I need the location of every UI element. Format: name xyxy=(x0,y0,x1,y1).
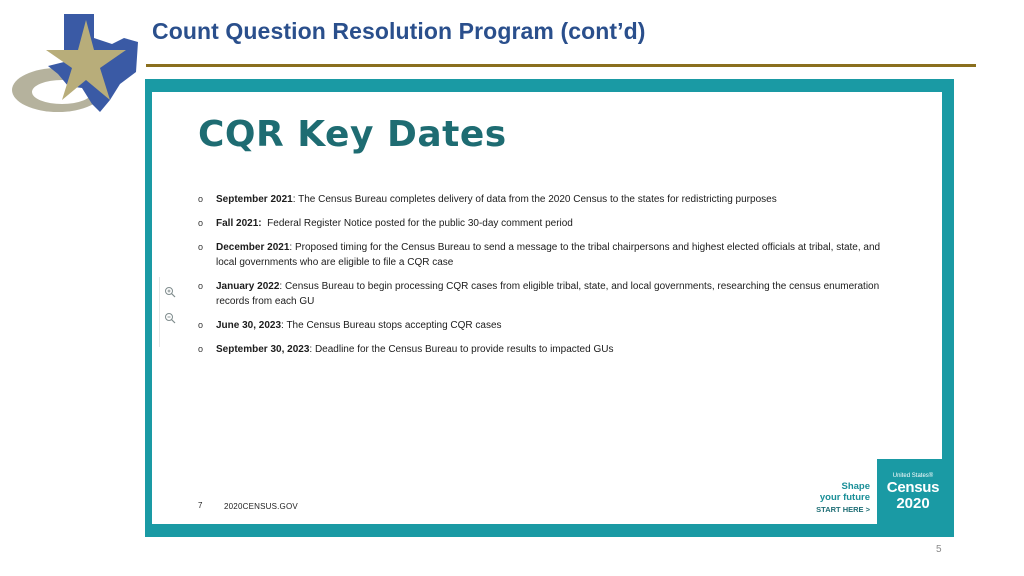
date-description: Federal Register Notice posted for the public 30-day comment period xyxy=(267,218,573,229)
census-2020-logo: United States® Census 2020 xyxy=(877,459,949,536)
zoom-out-icon[interactable] xyxy=(162,312,178,328)
slide-number: 5 xyxy=(936,544,942,555)
census-site-link[interactable]: 2020CENSUS.GOV xyxy=(224,502,298,511)
start-here-link[interactable]: START HERE > xyxy=(816,505,870,514)
list-item: o September 30, 2023: Deadline for the Census Bureau to provide results to impacted GUs xyxy=(198,344,614,355)
list-item: o September 2021: The Census Bureau completes delivery of data from the 2020 Census to the states for redistricting purposes xyxy=(198,194,777,205)
date-description: Census Bureau to begin processing CQR cases from eligible tribal, state, and local governments, researching the census enumeration records from each GU xyxy=(216,281,880,307)
bullet-icon: o xyxy=(198,320,204,330)
zoom-in-icon[interactable] xyxy=(162,286,178,302)
bullet-icon: o xyxy=(198,218,204,228)
date-label: December 2021 xyxy=(216,242,290,253)
cqr-heading: CQR Key Dates xyxy=(198,114,507,155)
embedded-page-number: 7 xyxy=(198,501,203,510)
bullet-icon: o xyxy=(198,194,204,204)
list-item xyxy=(198,216,903,231)
page-title: Count Question Resolution Program (cont’d) xyxy=(152,18,646,44)
list-item: o January 2022: Census Bureau to begin processing CQR cases from eligible tribal, state, and local governments, researching the census enumeration records from each GU xyxy=(198,281,880,307)
bullet-icon: o xyxy=(198,242,204,252)
title-divider xyxy=(146,64,976,67)
date-label: Fall 2021: xyxy=(216,218,262,229)
key-dates-list xyxy=(198,192,903,366)
date-description: Deadline for the Census Bureau to provide results to impacted GUs xyxy=(314,344,614,355)
date-description: The Census Bureau completes delivery of data from the 2020 Census to the states for redistricting purposes xyxy=(298,194,777,205)
list-item: o December 2021: Proposed timing for the Census Bureau to send a message to the tribal chairpersons and highest elected officials at tribal, state, and local governments who are eligible to file a CQR case xyxy=(198,242,881,268)
embedded-slide xyxy=(152,92,942,524)
date-description: Proposed timing for the Census Bureau to send a message to the tribal chairpersons and highest elected officials at tribal, state, and local governments who are eligible to file a CQR case xyxy=(216,242,881,268)
date-label: January 2022 xyxy=(216,281,280,292)
date-label: June 30, 2023 xyxy=(216,320,282,331)
date-label: September 2021 xyxy=(216,194,293,205)
bullet-icon: o xyxy=(198,281,204,291)
date-label: September 30, 2023 xyxy=(216,344,310,355)
list-item: o June 30, 2023: The Census Bureau stops accepting CQR cases xyxy=(198,320,502,331)
texas-star-logo-icon xyxy=(8,8,148,123)
shape-your-future-tagline: Shape your future START HERE > xyxy=(792,481,870,515)
date-description: The Census Bureau stops accepting CQR cases xyxy=(286,320,502,331)
bullet-icon: o xyxy=(198,344,204,354)
embedded-slide-frame xyxy=(145,79,954,537)
zoom-rail xyxy=(159,277,160,347)
